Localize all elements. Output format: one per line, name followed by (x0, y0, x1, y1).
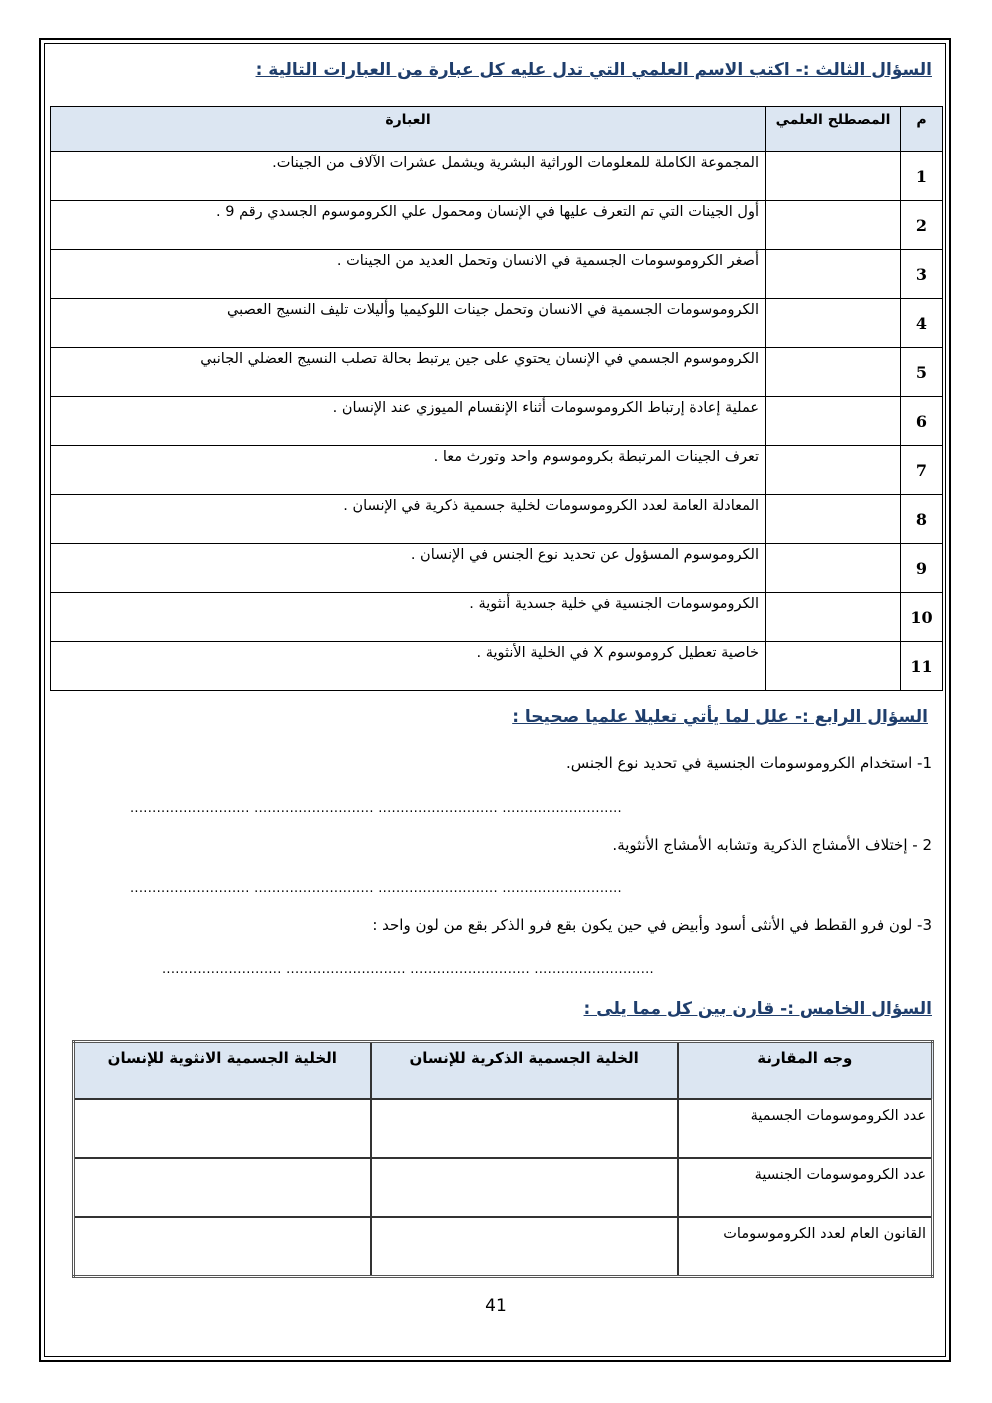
male-answer-cell[interactable] (371, 1158, 678, 1217)
row-statement: عملية إعادة إرتباط الكروموسومات أثناء الإنقسام الميوزي عند الإنسان . (51, 397, 766, 446)
male-answer-cell[interactable] (371, 1099, 678, 1158)
table-row (51, 593, 943, 642)
table-header-row (51, 107, 943, 152)
term-answer-cell[interactable] (766, 642, 901, 691)
row-statement: المجموعة الكاملة للمعلومات الوراثية البشرية ويشمل عشرات الآلاف من الجينات. (51, 152, 766, 201)
female-answer-cell[interactable] (74, 1099, 371, 1158)
table-row (51, 495, 943, 544)
row-statement: الكروموسوم المسؤول عن تحديد نوع الجنس في الإنسان . (51, 544, 766, 593)
term-answer-cell[interactable] (766, 299, 901, 348)
row-statement: الكروموسوم الجسمي في الإنسان يحتوي على جين يرتبط بحالة تصلب النسيج العضلي الجانبي (51, 348, 766, 397)
row-statement: تعرف الجينات المرتبطة بكروموسوم واحد وتورث معا . (51, 446, 766, 495)
comparison-aspect: عدد الكروموسومات الجسمية (678, 1099, 933, 1158)
row-number: 1 (901, 152, 943, 201)
female-answer-cell[interactable] (74, 1217, 371, 1277)
question-4-item-1: 1- استخدام الكروموسومات الجنسية في تحديد نوع الجنس. (565, 754, 932, 772)
table-row (74, 1217, 933, 1277)
page-number: 41 (485, 1296, 507, 1316)
term-answer-cell[interactable] (766, 397, 901, 446)
term-answer-cell[interactable] (766, 152, 901, 201)
table-row (51, 642, 943, 691)
row-statement: خاصية تعطيل كروموسوم X في الخلية الأنثوية . (51, 642, 766, 691)
term-answer-cell[interactable] (766, 348, 901, 397)
row-number: 7 (901, 446, 943, 495)
term-answer-cell[interactable] (766, 250, 901, 299)
table-row (51, 348, 943, 397)
table-row (74, 1158, 933, 1217)
header-female-cell: الخلية الجسمية الانثوية للإنسان (74, 1042, 371, 1100)
table-row (51, 201, 943, 250)
answer-line-1[interactable]: ........................... ........................... ........................... ........................... (130, 801, 622, 816)
comparison-aspect: القانون العام لعدد الكروموسومات (678, 1217, 933, 1277)
question-3-title: السؤال الثالث :- اكتب الاسم العلمي التي تدل عليه كل عبارة من العبارات التالية : (255, 60, 932, 80)
row-number: 2 (901, 201, 943, 250)
answer-line-3[interactable]: ........................... ........................... ........................... ........................... (162, 962, 654, 977)
row-number: 11 (901, 642, 943, 691)
term-answer-cell[interactable] (766, 446, 901, 495)
term-answer-cell[interactable] (766, 593, 901, 642)
answer-line-2[interactable]: ........................... ........................... ........................... ........................... (130, 881, 622, 896)
question-5-title: السؤال الخامس :- قارن بين كل مما يلى : (583, 999, 932, 1019)
table-row (51, 299, 943, 348)
question-4-item-2: 2 - إختلاف الأمشاج الذكرية وتشابه الأمشاج الأنثوية. (612, 836, 932, 854)
table-row (51, 152, 943, 201)
row-number: 8 (901, 495, 943, 544)
question-3-table (50, 106, 943, 691)
male-answer-cell[interactable] (371, 1217, 678, 1277)
row-statement: الكروموسومات الجسمية في الانسان وتحمل جينات اللوكيميا وأليلات تليف النسيج العصبي (51, 299, 766, 348)
table-row (74, 1099, 933, 1158)
row-number: 9 (901, 544, 943, 593)
row-statement: أصغر الكروموسومات الجسمية في الانسان وتحمل العديد من الجينات . (51, 250, 766, 299)
term-answer-cell[interactable] (766, 495, 901, 544)
comparison-table (72, 1040, 934, 1278)
female-answer-cell[interactable] (74, 1158, 371, 1217)
row-number: 10 (901, 593, 943, 642)
header-term: المصطلح العلمي (766, 107, 901, 152)
header-statement: العبارة (51, 107, 766, 152)
header-number: م (901, 107, 943, 152)
row-statement: الكروموسومات الجنسية في خلية جسدية أنثوية . (51, 593, 766, 642)
comparison-aspect: عدد الكروموسومات الجنسية (678, 1158, 933, 1217)
row-statement: المعادلة العامة لعدد الكروموسومات لخلية جسمية ذكرية في الإنسان . (51, 495, 766, 544)
table-row (51, 446, 943, 495)
row-number: 4 (901, 299, 943, 348)
table-row (51, 544, 943, 593)
header-male-cell: الخلية الجسمية الذكرية للإنسان (371, 1042, 678, 1100)
question-4-title: السؤال الرابع :- علل لما يأتي تعليلا علميا صحيحا : (512, 707, 928, 727)
row-statement: أول الجينات التي تم التعرف عليها في الإنسان ومحمول علي الكروموسوم الجسدي رقم 9 . (51, 201, 766, 250)
comparison-header-row (74, 1042, 933, 1100)
table-row (51, 397, 943, 446)
header-aspect: وجه المقارنة (678, 1042, 933, 1100)
term-answer-cell[interactable] (766, 201, 901, 250)
row-number: 3 (901, 250, 943, 299)
table-row (51, 250, 943, 299)
row-number: 6 (901, 397, 943, 446)
question-4-item-3: 3- لون فرو القطط في الأنثى أسود وأبيض في حين يكون بقع فرو الذكر بقع من لون واحد : (372, 916, 932, 934)
term-answer-cell[interactable] (766, 544, 901, 593)
row-number: 5 (901, 348, 943, 397)
